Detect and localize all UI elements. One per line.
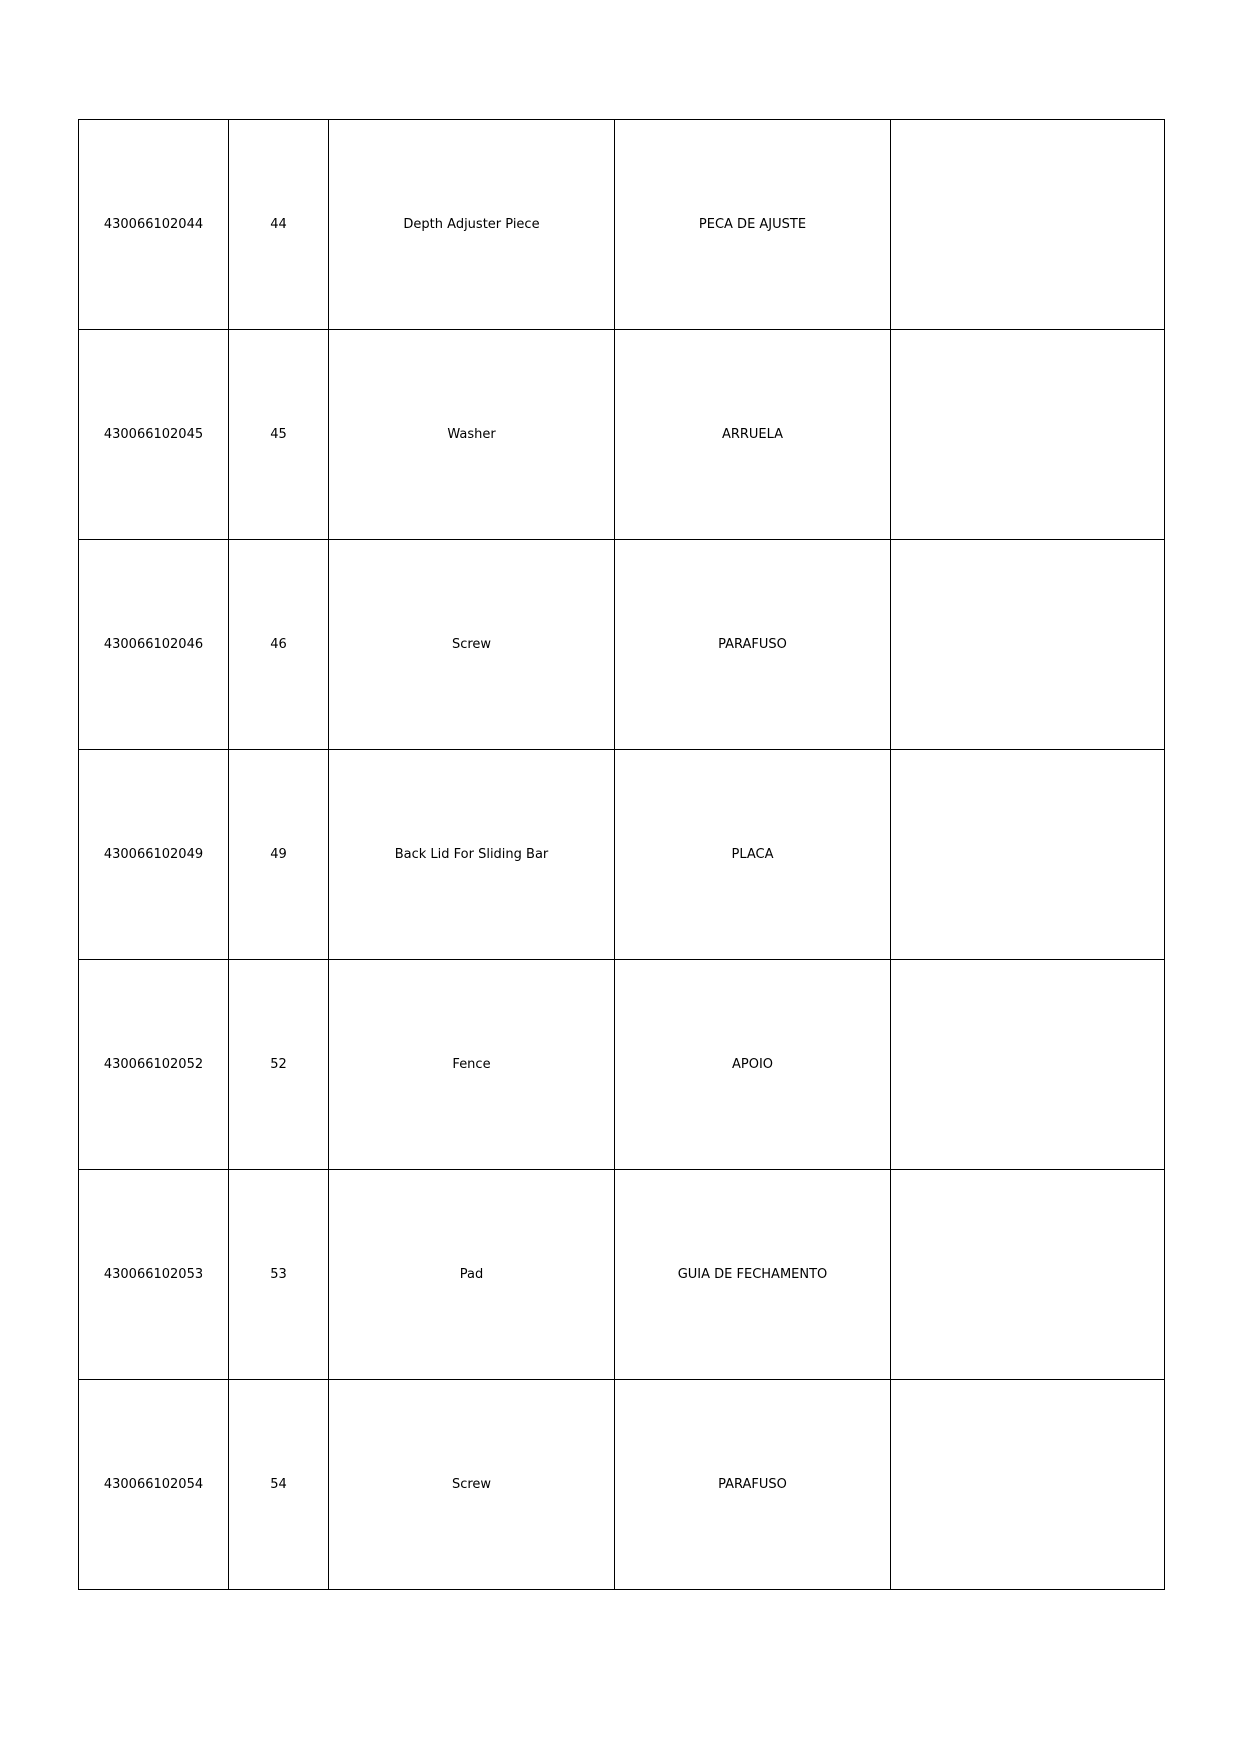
description-en-cell: Pad (329, 1170, 615, 1380)
description-pt-cell: PARAFUSO (615, 1380, 891, 1590)
table-row (79, 120, 1165, 330)
ref-number-cell: 49 (229, 750, 329, 960)
description-en-cell: Screw (329, 1380, 615, 1590)
ref-number-cell: 44 (229, 120, 329, 330)
description-pt-cell: PECA DE AJUSTE (615, 120, 891, 330)
note-cell (891, 540, 1165, 750)
description-pt-cell: GUIA DE FECHAMENTO (615, 1170, 891, 1380)
table-row (79, 1170, 1165, 1380)
table-row (79, 750, 1165, 960)
note-cell (891, 1380, 1165, 1590)
ref-number-cell: 53 (229, 1170, 329, 1380)
description-pt-cell: ARRUELA (615, 330, 891, 540)
part-code-cell: 430066102045 (79, 330, 229, 540)
note-cell (891, 330, 1165, 540)
ref-number-cell: 46 (229, 540, 329, 750)
note-cell (891, 960, 1165, 1170)
description-en-cell: Washer (329, 330, 615, 540)
part-code-cell: 430066102054 (79, 1380, 229, 1590)
part-code-cell: 430066102053 (79, 1170, 229, 1380)
description-en-cell: Back Lid For Sliding Bar (329, 750, 615, 960)
note-cell (891, 120, 1165, 330)
description-en-cell: Depth Adjuster Piece (329, 120, 615, 330)
description-pt-cell: PARAFUSO (615, 540, 891, 750)
ref-number-cell: 52 (229, 960, 329, 1170)
ref-number-cell: 45 (229, 330, 329, 540)
part-code-cell: 430066102052 (79, 960, 229, 1170)
part-code-cell: 430066102049 (79, 750, 229, 960)
part-code-cell: 430066102044 (79, 120, 229, 330)
parts-table (78, 119, 1165, 1590)
description-pt-cell: APOIO (615, 960, 891, 1170)
note-cell (891, 1170, 1165, 1380)
ref-number-cell: 54 (229, 1380, 329, 1590)
table-row (79, 540, 1165, 750)
note-cell (891, 750, 1165, 960)
table-row (79, 330, 1165, 540)
description-en-cell: Fence (329, 960, 615, 1170)
part-code-cell: 430066102046 (79, 540, 229, 750)
description-pt-cell: PLACA (615, 750, 891, 960)
description-en-cell: Screw (329, 540, 615, 750)
table-row (79, 960, 1165, 1170)
table-row (79, 1380, 1165, 1590)
